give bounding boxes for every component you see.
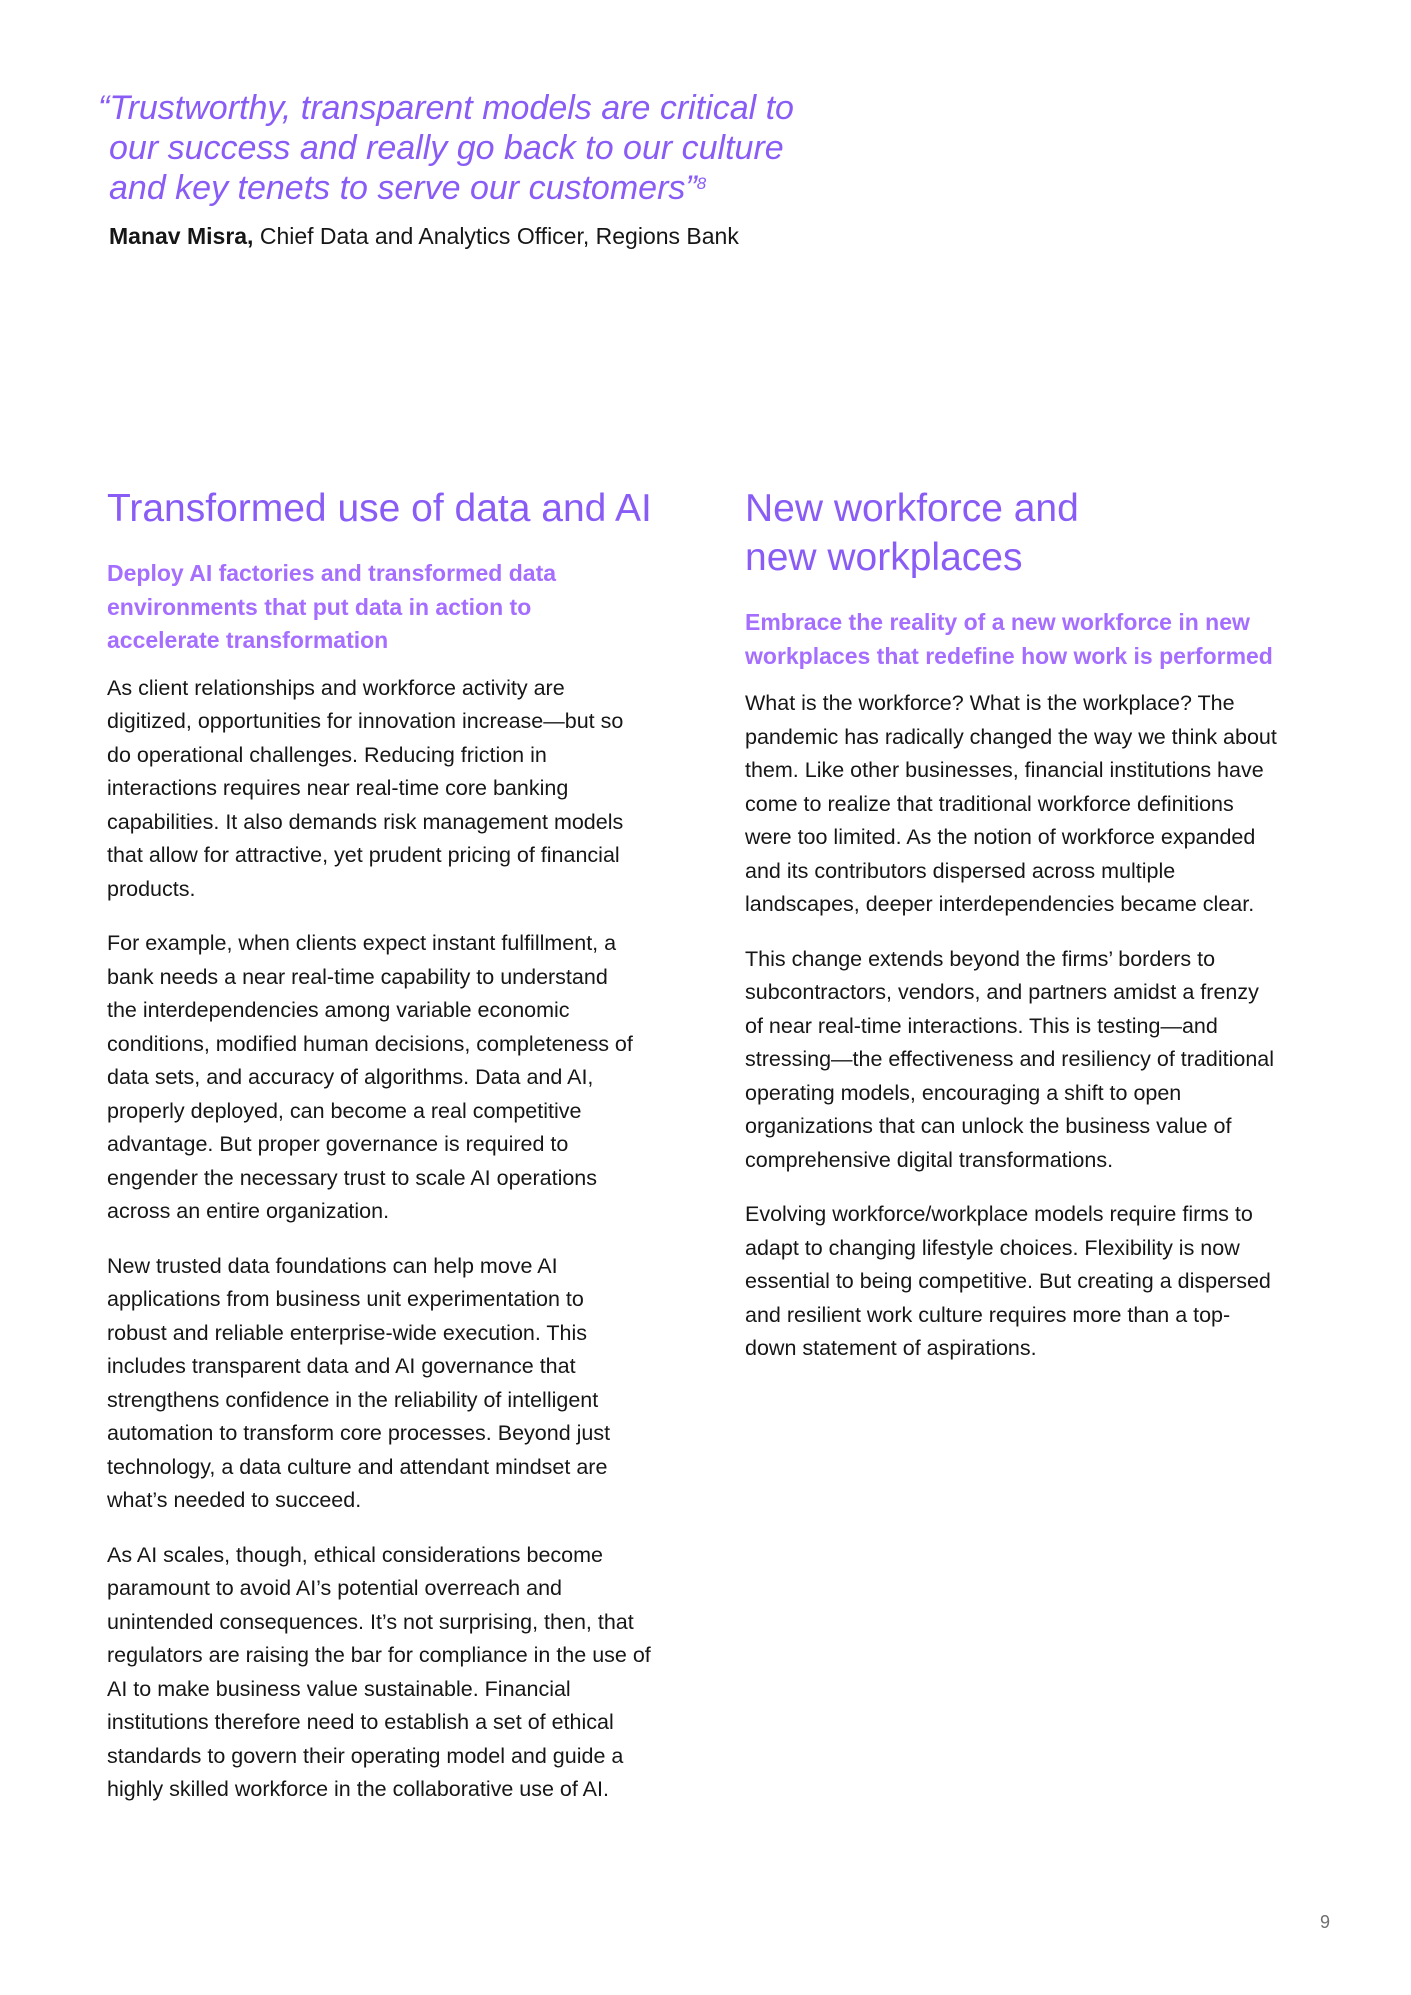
text-line: products. xyxy=(107,876,196,901)
text-line: engender the necessary trust to scale AI operations xyxy=(107,1165,598,1190)
text-line: conditions, modified human decisions, completeness of xyxy=(107,1031,633,1056)
text-line: stressing—the effectiveness and resiliency of traditional xyxy=(745,1047,1275,1071)
subheading-line: Embrace the reality of a new workforce in new xyxy=(745,609,1250,635)
text-line: standards to govern their operating model and guide a xyxy=(107,1743,624,1768)
text-line: As client relationships and workforce activity are xyxy=(107,675,565,700)
text-line: unintended consequences. It’s not surprising, then, that xyxy=(107,1609,634,1634)
section-heading xyxy=(107,484,692,533)
subheading-line: accelerate transformation xyxy=(107,627,389,653)
body-paragraph xyxy=(107,1250,692,1518)
text-line: regulators are raising the bar for compliance in the use of xyxy=(107,1643,651,1667)
pull-quote xyxy=(98,88,818,252)
text-line: of near real-time interactions. This is testing—and xyxy=(745,1013,1218,1038)
body-paragraph xyxy=(107,672,692,907)
text-line: institutions therefore need to establish a set of ethical xyxy=(107,1710,614,1734)
quote-line: our success and really go back to our culture xyxy=(109,129,784,167)
text-line: capabilities. It also demands risk management models xyxy=(107,809,624,834)
text-line: come to realize that traditional workforce definitions xyxy=(745,791,1234,816)
section-subheading xyxy=(745,606,1325,673)
text-line: automation to transform core processes. Beyond just xyxy=(107,1421,611,1445)
text-line: robust and reliable enterprise-wide execution. This xyxy=(107,1320,588,1345)
text-line: As AI scales, though, ethical considerations become xyxy=(107,1542,603,1567)
body-paragraph xyxy=(745,943,1325,1178)
text-line: the interdependencies among variable economic xyxy=(107,998,570,1022)
text-line: digitized, opportunities for innovation increase—but so xyxy=(107,709,624,733)
quote-line xyxy=(98,168,818,208)
text-line: subcontractors, vendors, and partners amidst a frenzy xyxy=(745,980,1259,1004)
quote-attribution xyxy=(109,220,818,252)
text-line: This change extends beyond the firms’ borders to xyxy=(745,946,1216,971)
text-line: New trusted data foundations can help move AI xyxy=(107,1253,558,1278)
section-data-and-ai xyxy=(107,484,692,1828)
text-line: Evolving workforce/workplace models require firms to xyxy=(745,1202,1253,1226)
quote-author: Manav Misra, xyxy=(109,223,254,249)
section-heading xyxy=(745,484,1325,582)
section-new-workforce xyxy=(745,484,1325,1387)
footnote-marker: 8 xyxy=(696,174,707,193)
text-line: were too limited. As the notion of workforce expanded xyxy=(745,825,1256,849)
heading-line: New workforce and xyxy=(745,487,1079,530)
quote-line-text: and key tenets to serve our customers” xyxy=(109,169,697,207)
body-paragraph xyxy=(745,687,1325,922)
text-line: that allow for attractive, yet prudent pricing of financial xyxy=(107,843,620,867)
text-line: do operational challenges. Reducing friction in xyxy=(107,742,547,767)
section-subheading xyxy=(107,557,692,658)
text-line: technology, a data culture and attendant mindset are xyxy=(107,1454,608,1479)
text-line: and resilient work culture requires more than a top- xyxy=(745,1302,1231,1327)
text-line: For example, when clients expect instant fulfillment, a xyxy=(107,931,617,955)
text-line: highly skilled workforce in the collaborative use of AI. xyxy=(107,1777,609,1801)
text-line: advantage. But proper governance is required to xyxy=(107,1132,569,1156)
text-line: includes transparent data and AI governance that xyxy=(107,1354,576,1378)
text-line: across an entire organization. xyxy=(107,1199,390,1223)
text-line: organizations that can unlock the business value of xyxy=(745,1114,1232,1138)
body-paragraph xyxy=(107,927,692,1229)
text-line: data sets, and accuracy of algorithms. Data and AI, xyxy=(107,1065,594,1089)
page-number: 9 xyxy=(1319,1912,1330,1932)
quote-text xyxy=(98,88,818,208)
text-line: applications from business unit experimentation to xyxy=(107,1287,584,1311)
body-paragraph xyxy=(107,1539,692,1807)
subheading-line: Deploy AI factories and transformed data xyxy=(107,560,557,586)
text-line: landscapes, deeper interdependencies became clear. xyxy=(745,892,1255,916)
heading-line: Transformed use of data and AI xyxy=(107,487,652,530)
subheading-line: environments that put data in action to xyxy=(107,593,532,620)
text-line: what’s needed to succeed. xyxy=(107,1488,362,1512)
text-line: essential to being competitive. But creating a dispersed xyxy=(745,1269,1271,1293)
text-line: strengthens confidence in the reliability of intelligent xyxy=(107,1387,599,1412)
text-line: operating models, encouraging a shift to open xyxy=(745,1080,1182,1105)
text-line: What is the workforce? What is the workplace? The xyxy=(745,691,1235,715)
text-line: paramount to avoid AI’s potential overreach and xyxy=(107,1576,562,1600)
text-line: adapt to changing lifestyle choices. Flexibility is now xyxy=(745,1235,1240,1260)
text-line: comprehensive digital transformations. xyxy=(745,1147,1114,1172)
text-line: pandemic has radically changed the way we think about xyxy=(745,724,1277,749)
body-paragraph xyxy=(745,1198,1325,1366)
quote-author-role: Chief Data and Analytics Officer, Regions Bank xyxy=(253,223,739,249)
text-line: AI to make business value sustainable. Financial xyxy=(107,1676,571,1701)
heading-line: new workplaces xyxy=(745,536,1023,579)
text-line: and its contributors dispersed across multiple xyxy=(745,858,1176,883)
text-line: down statement of aspirations. xyxy=(745,1336,1037,1360)
text-line: properly deployed, can become a real competitive xyxy=(107,1098,582,1123)
text-line: bank needs a near real-time capability to understand xyxy=(107,964,608,989)
subheading-line: workplaces that redefine how work is performed xyxy=(745,642,1273,669)
quote-line: “Trustworthy, transparent models are critical to xyxy=(98,89,794,127)
text-line: interactions requires near real-time core banking xyxy=(107,776,569,800)
text-line: them. Like other businesses, financial institutions have xyxy=(745,758,1264,782)
